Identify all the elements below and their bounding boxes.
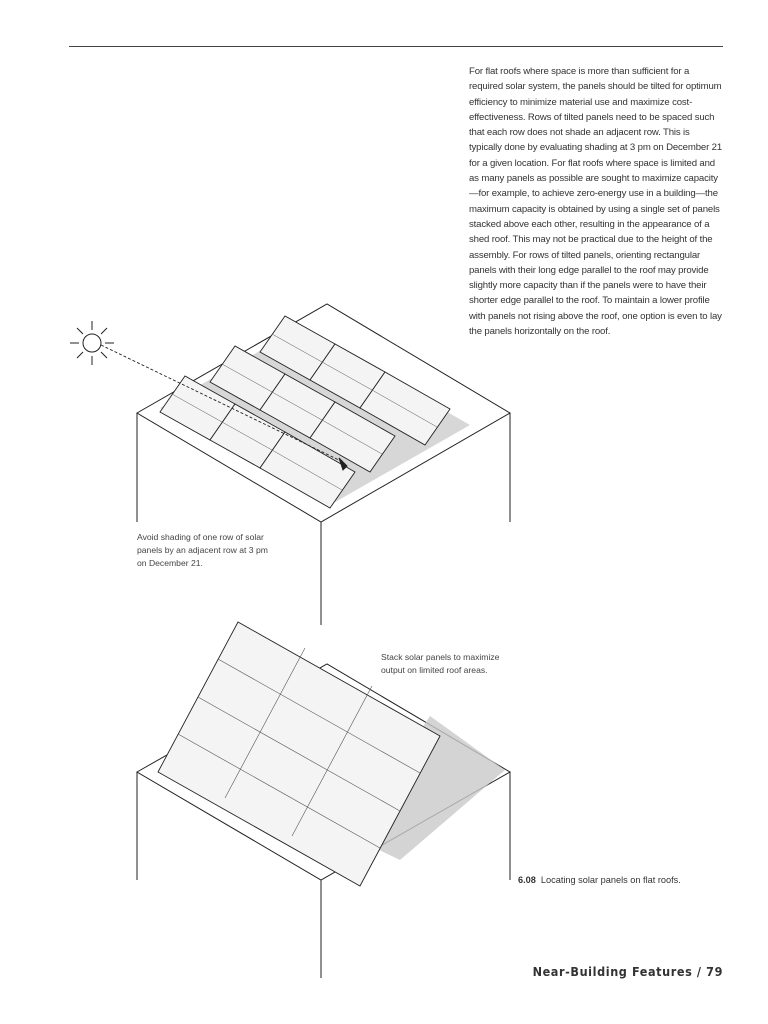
body-paragraph: For flat roofs where space is more than sufficient for a required solar system, the panels should be tilted for optimum efficiency to minimize material use and maximize cost-effectiveness. Rows of tilted panels need to be spaced such that each row does not shade an adjacent row. This is typically done by evaluating shading at 3 pm on December 21 for a given location. For flat roofs where space is limited and as many panels as possible are sought to maximize capacity—for example, to achieve zero-energy use in a building—the maximum capacity is obtained by using a single set of panels stacked above each other, resulting in the appearance of a shed roof. This may not be practical due to the height of the assembly. For rows of tilted panels, orienting rectangular panels with their long edge parallel to the roof may provide slightly more capacity than if the panels were to have their shorter edge parallel to the roof. To maintain a lower profile with panels not rising above the roof, one option is even to lay the panels horizontally on the roof. — [469, 66, 723, 338]
caption-stack-panels: Stack solar panels to maximize output on limited roof areas. — [381, 652, 500, 675]
figure-number: 6.08 — [518, 875, 536, 885]
caption-avoid-shading: Avoid shading of one row of solar panels by an adjacent row at 3 pm on December 21. — [137, 532, 268, 568]
figure-caption — [518, 875, 681, 885]
running-footer: Near-Building Features / 79 — [532, 964, 723, 979]
upper-panel-rows — [160, 316, 450, 508]
figure-caption-text: Locating solar panels on flat roofs. — [540, 875, 681, 885]
